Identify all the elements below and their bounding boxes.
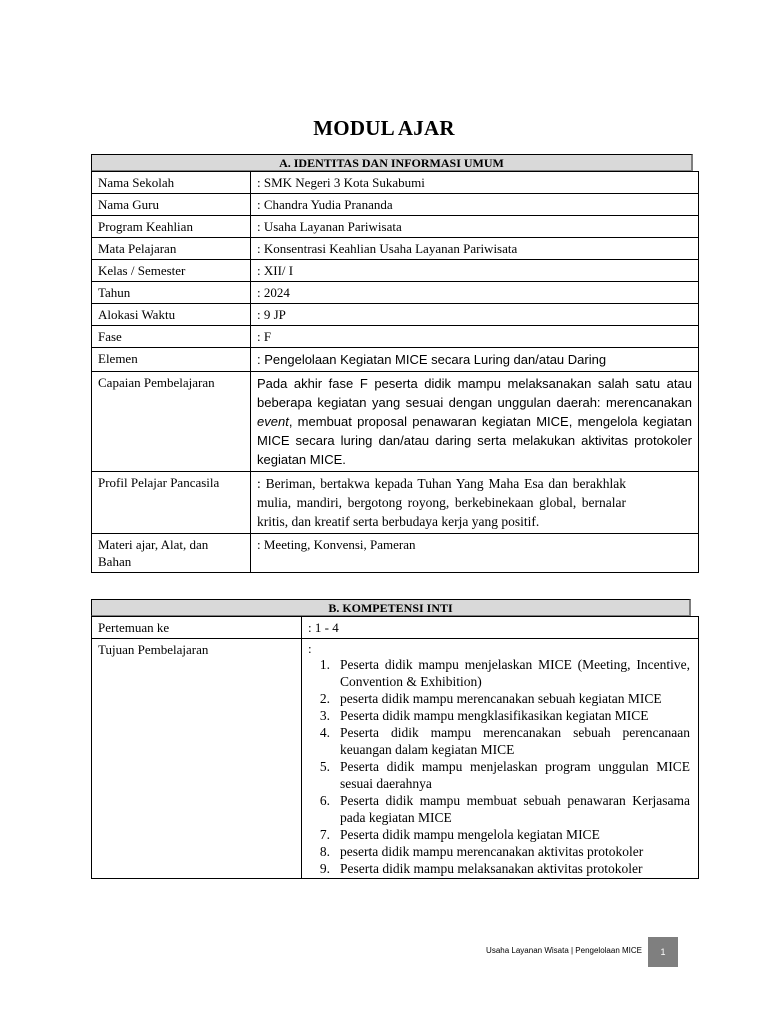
row-label: Nama Sekolah (92, 172, 251, 194)
pertemuan-label: Pertemuan ke (92, 617, 302, 639)
row-value: : Konsentrasi Keahlian Usaha Layanan Pariwisata (251, 238, 699, 260)
row-value: : Usaha Layanan Pariwisata (251, 216, 699, 238)
list-number: 2. (319, 691, 330, 706)
list-text: Peserta didik mampu mengklasifikasikan kegiatan MICE (340, 708, 649, 723)
list-number: 9. (319, 861, 330, 876)
capaian-text-event: event (257, 414, 289, 429)
row-value: : F (251, 326, 699, 348)
table-row (92, 194, 699, 216)
capaian-text-2: , membuat proposal penawaran kegiatan MICE, mengelola kegiatan MICE secara luring dan/atau daring serta melakukan aktivitas protokoler kegiatan MICE. (257, 414, 692, 467)
list-item (319, 724, 690, 758)
table-row (92, 617, 699, 639)
row-label: Nama Guru (92, 194, 251, 216)
section-b-heading: B. KOMPETENSI INTI (91, 599, 691, 617)
document-title: MODUL AJAR (313, 116, 455, 140)
row-value: : 9 JP (251, 304, 699, 326)
row-value: : 2024 (251, 282, 699, 304)
table-row (92, 472, 699, 534)
table-row (92, 260, 699, 282)
list-text: peserta didik mampu merencanakan aktivitas protokoler (340, 844, 644, 859)
table-row (92, 172, 699, 194)
list-text: Peserta didik mampu membuat sebuah penawaran Kerjasama pada kegiatan MICE (340, 793, 690, 825)
table-row (92, 216, 699, 238)
list-text: Peserta didik mampu mengelola kegiatan MICE (340, 827, 600, 842)
row-label: Tahun (92, 282, 251, 304)
list-item (319, 690, 690, 707)
tujuan-colon: : (308, 641, 312, 656)
table-row (92, 326, 699, 348)
list-number: 6. (319, 793, 330, 808)
materi-value: : Meeting, Konvensi, Pameran (251, 534, 699, 573)
section-a-heading: A. IDENTITAS DAN INFORMASI UMUM (91, 154, 693, 172)
capaian-text-1: Pada akhir fase F peserta didik mampu melaksanakan salah satu atau beberapa kegiatan yang sesuai dengan unggulan daerah: merencanakan (257, 376, 692, 410)
list-item (319, 758, 690, 792)
capaian-label: Capaian Pembelajaran (92, 372, 251, 472)
row-value: : XII/ I (251, 260, 699, 282)
list-text: peserta didik mampu merencanakan sebuah kegiatan MICE (340, 691, 662, 706)
table-row (92, 282, 699, 304)
row-label: Alokasi Waktu (92, 304, 251, 326)
row-label: Fase (92, 326, 251, 348)
list-number: 4. (319, 725, 330, 740)
profil-value: : Beriman, bertakwa kepada Tuhan Yang Maha Esa dan berakhlak mulia, mandiri, bergotong royong, berkebinekaan global, bernalar kritis, dan kreatif serta berbudaya kerja yang positif. (251, 472, 699, 534)
row-label: Mata Pelajaran (92, 238, 251, 260)
table-row (92, 639, 699, 879)
row-value: : Chandra Yudia Prananda (251, 194, 699, 216)
list-number: 3. (319, 708, 330, 723)
tujuan-label: Tujuan Pembelajaran (92, 639, 302, 879)
table-row (92, 238, 699, 260)
list-text: Peserta didik mampu menjelaskan MICE (Meeting, Incentive, Convention & Exhibition) (340, 657, 690, 689)
row-value: : Pengelolaan Kegiatan MICE secara Luring dan/atau Daring (251, 348, 699, 372)
list-text: Peserta didik mampu merencanakan sebuah perencanaan keuangan dalam kegiatan MICE (340, 725, 690, 757)
table-row (92, 534, 699, 573)
goals-list (308, 656, 690, 877)
list-item (319, 843, 690, 860)
table-row (92, 372, 699, 472)
list-item (319, 826, 690, 843)
tujuan-value (302, 639, 699, 879)
row-value: : SMK Negeri 3 Kota Sukabumi (251, 172, 699, 194)
list-text: Peserta didik mampu menjelaskan program unggulan MICE sesuai daerahnya (340, 759, 690, 791)
materi-label: Materi ajar, Alat, dan Bahan (92, 534, 251, 573)
row-label: Elemen (92, 348, 251, 372)
table-row (92, 304, 699, 326)
list-item (319, 707, 690, 724)
list-number: 8. (319, 844, 330, 859)
pertemuan-value: : 1 - 4 (302, 617, 699, 639)
list-number: 7. (319, 827, 330, 842)
row-label: Program Keahlian (92, 216, 251, 238)
table-row (92, 348, 699, 372)
list-item (319, 860, 690, 877)
page-number: 1 (648, 937, 678, 967)
list-number: 1. (319, 657, 330, 672)
list-item (319, 792, 690, 826)
competency-table (91, 616, 699, 879)
page-footer-text: Usaha Layanan Wisata | Pengelolaan MICE (486, 946, 642, 955)
list-number: 5. (319, 759, 330, 774)
list-text: Peserta didik mampu melaksanakan aktivitas protokoler (340, 861, 643, 876)
list-item (319, 656, 690, 690)
capaian-value (251, 372, 699, 472)
identity-table (91, 171, 699, 573)
profil-label: Profil Pelajar Pancasila (92, 472, 251, 534)
row-label: Kelas / Semester (92, 260, 251, 282)
